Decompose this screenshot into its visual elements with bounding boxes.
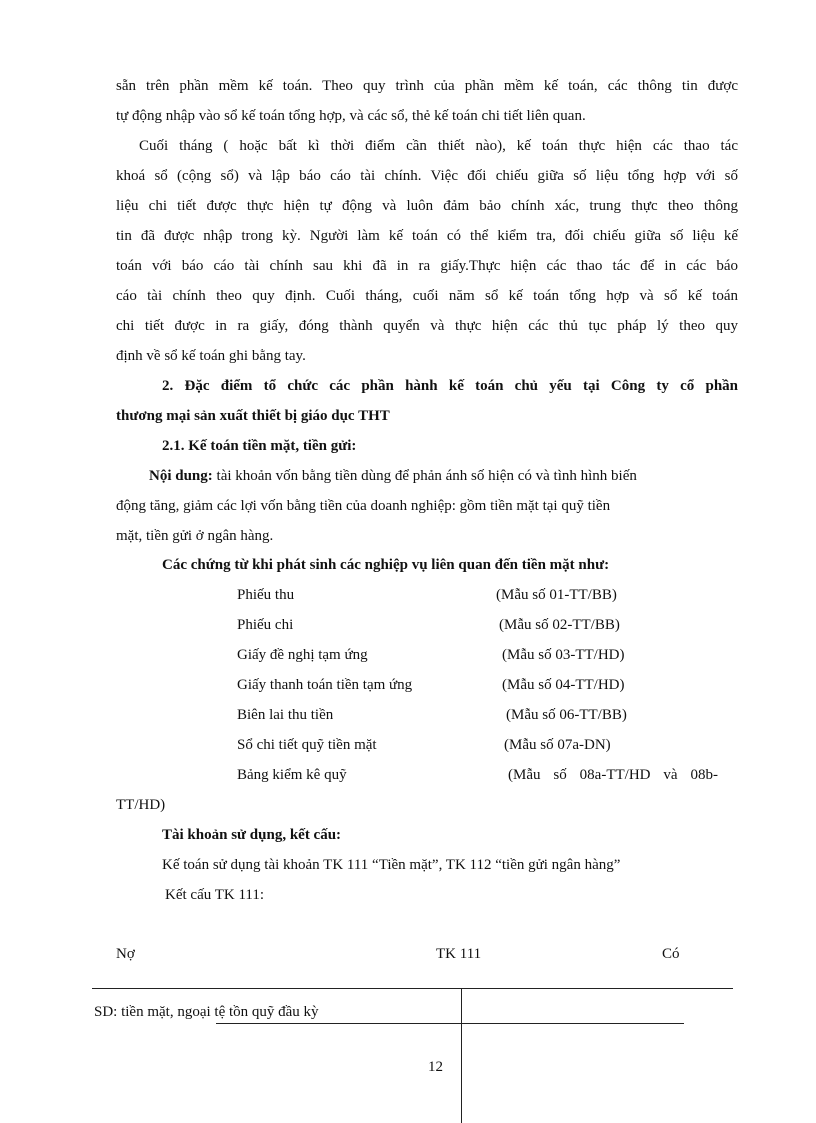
document-code: (Mẫu số 08a-TT/HD và 08b-: [508, 767, 718, 783]
paragraph-line: sẵn trên phần mềm kế toán. Theo quy trình của phần mềm kế toán, các thông tin được: [116, 78, 738, 94]
document-code: (Mẫu số 06-TT/BB): [506, 707, 627, 723]
paragraph-line: khoá sổ (cộng sổ) và lập báo cáo tài chính. Việc đối chiếu giữa số liệu tổng hợp với số: [116, 168, 738, 184]
paragraph-line: cáo tài chính theo quy định. Cuối tháng, cuối năm sổ kế toán tổng hợp và sổ kế toán: [116, 288, 738, 304]
document-code: (Mẫu số 01-TT/BB): [496, 587, 617, 603]
document-name: Sổ chi tiết quỹ tiền mặt: [237, 737, 377, 753]
content-line: động tăng, giảm các lợi vốn bằng tiền của doanh nghiệp: gồm tiền mặt tại quỹ tiền: [116, 498, 611, 514]
paragraph-line: Cuối tháng ( hoặc bất kì thời điểm cần thiết nào), kế toán thực hiện các thao tác: [139, 138, 738, 154]
page-number: 12: [428, 1059, 443, 1075]
document-code: (Mẫu số 03-TT/HD): [502, 647, 625, 663]
t-account-top-line: [92, 988, 733, 989]
paragraph-line: tự động nhập vào sổ kế toán tổng hợp, và các sổ, thẻ kế toán chi tiết liên quan.: [116, 108, 586, 124]
document-name: Phiếu chi: [237, 617, 294, 633]
document-code: (Mẫu số 04-TT/HD): [502, 677, 625, 693]
paragraph-line: tin đã được nhập trong kỳ. Người làm kế toán có thể kiểm tra, đối chiếu giữa số liệu kế: [116, 228, 738, 244]
document-name: Giấy thanh toán tiền tạm ứng: [237, 677, 413, 693]
paragraph-line: toán với báo cáo tài chính sau khi đã in ra giấy.Thực hiện các thao tác để in các báo: [116, 258, 738, 274]
debit-label: Nợ: [116, 946, 135, 962]
section-heading: thương mại sản xuất thiết bị giáo dục THT: [116, 408, 390, 424]
opening-balance: SD: tiền mặt, ngoại tệ tồn quỹ đầu kỳ: [94, 1004, 319, 1020]
document-code: (Mẫu số 07a-DN): [504, 737, 611, 753]
structure-label: Kết cấu TK 111:: [165, 887, 265, 903]
content-label: Nội dung:: [149, 468, 213, 484]
documents-heading: Các chứng từ khi phát sinh các nghiệp vụ liên quan đến tiền mặt như:: [162, 557, 610, 573]
document-name: Giấy đề nghị tạm ứng: [237, 647, 368, 663]
accounts-heading: Tài khoản sử dụng, kết cấu:: [162, 827, 342, 843]
document-name: Phiếu thu: [237, 587, 295, 603]
document-code-continued: TT/HD): [116, 797, 166, 813]
opening-balance-underline: [216, 1023, 684, 1024]
credit-label: Có: [662, 946, 680, 962]
t-account-title: TK 111: [436, 946, 482, 962]
content-text: tài khoản vốn bằng tiền dùng để phản ánh số hiện có và tình hình biến: [212, 468, 637, 484]
section-heading: 2. Đặc điểm tổ chức các phần hành kế toán chủ yếu tại Công ty cổ phần: [162, 378, 738, 394]
subsection-heading: 2.1. Kế toán tiền mặt, tiền gửi:: [162, 438, 357, 454]
t-account-divider: [461, 989, 462, 1123]
accounts-usage: Kế toán sử dụng tài khoản TK 111 “Tiền mặt”, TK 112 “tiền gửi ngân hàng”: [162, 857, 621, 873]
content-line: [149, 466, 637, 486]
document-name: Bảng kiểm kê quỹ: [237, 767, 347, 783]
document-code: (Mẫu số 02-TT/BB): [499, 617, 620, 633]
content-line: mặt, tiền gửi ở ngân hàng.: [116, 528, 274, 544]
paragraph-line: định về sổ kế toán ghi bằng tay.: [116, 348, 306, 364]
paragraph-line: chi tiết được in ra giấy, đóng thành quyển và thực hiện các thủ tục pháp lý theo quy: [116, 318, 738, 334]
paragraph-line: liệu chi tiết được thực hiện tự động và luôn đảm bảo chính xác, trung thực theo thông: [116, 198, 738, 214]
document-name: Biên lai thu tiền: [237, 707, 334, 723]
